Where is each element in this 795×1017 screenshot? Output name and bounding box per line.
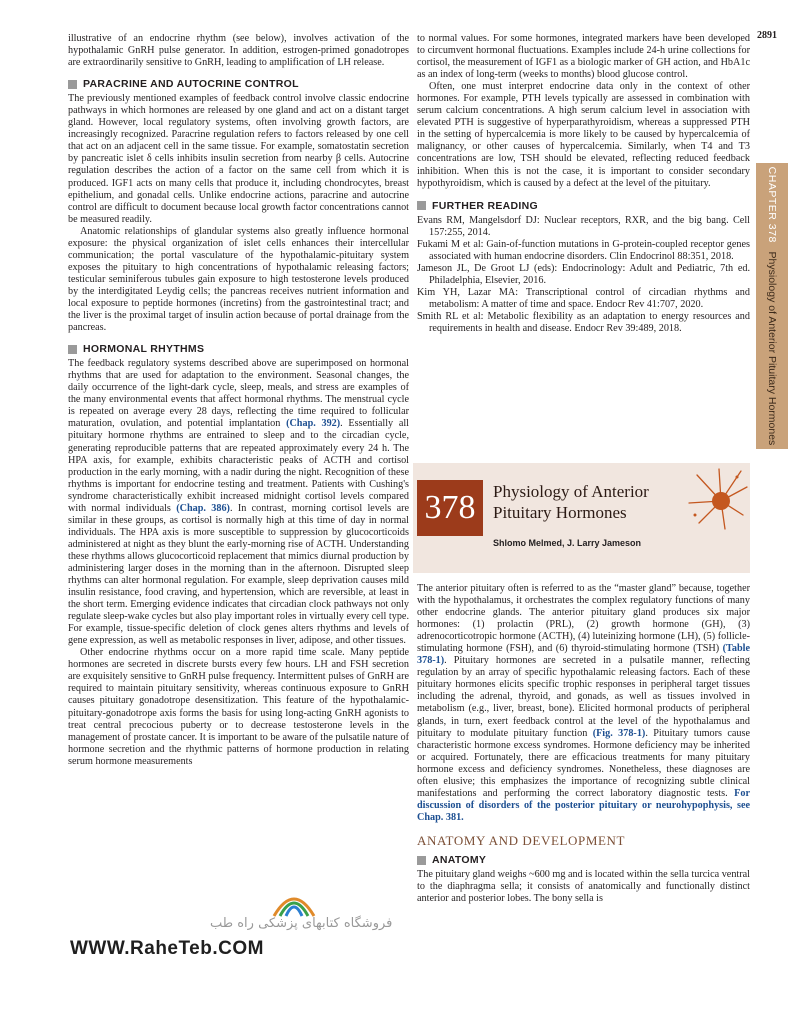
section-heading-reading: FURTHER READING	[417, 200, 750, 212]
intro-paragraph: illustrative of an endocrine rhythm (see below), involves activation of the hypothalamic GnRH pulse generator. In addition, estrogen-primed gonadotropes are extraordinarily sensitive to GnRH, leading to amplification of LH release.	[68, 33, 409, 69]
right-paragraph-1: to normal values. For some hormones, integrated markers have been developed to circumvent hormonal fluctuations. Examples include 24-h urine collections for cortisol, the measurement of IGF1 as a biologic marker of GH action, and HbA1c as an index of long-term (weeks to months) blood glucose control.	[417, 33, 750, 81]
side-tab-title: Physiology of Anterior Pituitary Hormones	[766, 251, 778, 446]
reference-item: Evans RM, Mangelsdorf DJ: Nuclear receptors, RXR, and the big bang. Cell 157:255, 2014.	[417, 214, 750, 238]
chapter-authors: Shlomo Melmed, J. Larry Jameson	[493, 538, 642, 548]
section-square-icon	[68, 80, 77, 89]
xref-chap-386[interactable]: (Chap. 386)	[176, 502, 230, 514]
reference-item: Kim YH, Lazar MA: Transcriptional control of circadian rhythms and metabolism: A matter of time and space. Endocr Rev 41:707, 2020.	[417, 286, 750, 310]
section-square-icon	[68, 345, 77, 354]
section-heading-rhythms: HORMONAL RHYTHMS	[68, 343, 409, 355]
section-square-icon	[417, 856, 426, 865]
section-heading-anatomy: ANATOMY	[417, 854, 750, 866]
section-square-icon	[417, 201, 426, 210]
chapter-intro-paragraph: The anterior pituitary often is referred to as the “master gland” because, together with the hypothalamus, it orchestrates the complex regulatory functions of many other endocrine glands. The anterior pituitary gland produces six major hormones: (1) prolactin (PRL), (2) growth hormone (GH), (3) adrenocorticotropic hormone (ACTH), (4) luteinizing hormone (LH), (5) follicle-stimulating hormone (FSH), and (6) thyroid-stimulating hormone (TSH) (Table 378-1). Pituitary hormones are secreted in a pulsatile manner, reflecting regulation by an array of specific hypothalamic releasing factors. Each of these pituitary hormones elicits specific trophic responses in peripheral target tissues including the adrenal, thyroid, and gonads, as well as tissues involved in metabolism (e.g., liver, breast, bone). Elicited hormonal products of peripheral glands, in turn, exert feedback control at the level of the hypothalamus and pituitary to modulate pituitary function (Fig. 378-1). Pituitary tumors cause characteristic hormone excess syndromes. Hormone deficiency may be inherited or acquired. Fortunately, there are efficacious treatments for many pituitary hormone excess and deficiency syndromes. Nonetheless, these diagnoses are often elusive; this emphasizes the importance of recognizing subtle clinical manifestations and performing the correct laboratory diagnostic tests. For discussion of disorders of the posterior pituitary or neurohypophysis, see Chap. 381.	[417, 583, 750, 823]
side-tab-chapter: CHAPTER 378	[766, 166, 778, 243]
rhythms-paragraph-1: The feedback regulatory systems described above are superimposed on hormonal rhythms that are used for adaptation to the environment. Seasonal changes, the daily occurrence of the light-dark cycle, sleep, meals, and stress are examples of the many environmental events that affect hormonal rhythms. The menstrual cycle is repeated on average every 28 days, reflecting the time required to follicular maturation, ovulation, and potential implantation (Chap. 392). Essentially all pituitary hormone rhythms are entrained to sleep and to the circadian cycle, generating reproducible patterns that are repeated approximately every 24 h. The HPA axis, for example, exhibits characteristic peaks of ACTH and cortisol production in the early morning, with a nadir during the night. Recognition of these rhythms is important for endocrine testing and treatment. Patients with Cushing's syndrome characteristically exhibit increased midnight cortisol levels compared with normal individuals (Chap. 386). In contrast, morning cortisol levels are similar in these groups, as cortisol is normally high at this time of day in normal individuals. The HPA axis is more susceptible to suppression by glucocorticoids administered at night as they blunt the early-morning rise of ACTH. Understanding these rhythms allows glucocorticoid replacement that mimics diurnal production by administering larger doses in the morning than in the afternoon. Disrupted sleep rhythms can alter hormonal regulation. For example, sleep deprivation causes mild insulin resistance, food craving, and hypertension, which are reversible, at least in the short term. Emerging evidence indicates that circadian clock pathways not only regulate sleep-wake cycles but also play important roles in virtually every cell type. For example, tissue-specific deletion of clock genes alters rhythms and levels of gene expression, as well as metabolic responses in liver, adipose, and other tissues.	[68, 358, 410, 647]
section-heading-paracrine: PARACRINE AND AUTOCRINE CONTROL	[68, 78, 409, 90]
paracrine-paragraph-1: The previously mentioned examples of feedback control involve classic endocrine pathways in which hormones are released by one gland and act on a distant target gland. However, local regulatory systems, often involving growth factors, are increasingly recognized. Paracrine regulation refers to factors released by one cell that act on an adjacent cell in the same tissue. For example, somatostatin secretion by pancreatic islet δ cells inhibits insulin secretion from nearby β cells. Autocrine regulation describes the action of a factor on the same cell from which it is produced. IGF1 acts on many cells that produce it, including chondrocytes, breast epithelium, and gonadal cells. Unlike endocrine actions, paracrine and autocrine control are difficult to document because local growth factor concentrations cannot be measured readily.	[68, 93, 409, 225]
chapter-header	[413, 463, 750, 573]
watermark-url: WWW.RaheTeb.COM	[70, 938, 264, 959]
paracrine-paragraph-2: Anatomic relationships of glandular systems also greatly influence hormonal exposure: the physical organization of islet cells enhances their intercellular communication; the portal vasculature of the hypothalamic-pituitary system exposes the pituitary to high concentrations of hypothalamic releasing factors; testicular seminiferous tubules gain exposure to high testosterone levels produced by the interdigitated Leydig cells; the pancreas receives nutrient information and local exposure to peptide hormones (incretins) from the gastrointestinal tract; and the liver is the proximal target of insulin action because of portal drainage from the pancreas.	[68, 225, 409, 334]
watermark-subtitle: فروشگاه کتابهای پزشکی راه طب	[210, 916, 393, 931]
rhythms-paragraph-2: Other endocrine rhythms occur on a more rapid time scale. Many peptide hormones are secreted in discrete bursts every few hours. LH and FSH secretion are exquisitely sensitive to GnRH pulse frequency. Intermittent pulses of GnRH are required to maintain pituitary sensitivity, whereas continuous exposure to GnRH causes pituitary gonadotrope desensitization. This feature of the hypothalamic-pituitary-gonadotrope axis forms the basis for using long-acting GnRH agonists to treat central precocious puberty or to decrease testosterone levels in the management of prostate cancer. It is important to be aware of the pulsatile nature of hormone secretion and the rhythmic patterns of hormone production in relating serum hormone measurements	[68, 647, 409, 767]
left-column	[68, 33, 409, 768]
reference-list	[417, 215, 750, 335]
reference-item: Fukami M et al: Gain-of-function mutations in G-protein-coupled receptor genes associated with human endocrine disorders. Clin Endocrinol 88:351, 2018.	[417, 238, 750, 262]
right-paragraph-2: Often, one must interpret endocrine data only in the context of other hormones. For example, PTH levels typically are assessed in combination with serum calcium concentrations. A high serum calcium level in association with elevated PTH is suggestive of hyperparathyroidism, whereas a suppressed PTH in the setting of hypercalcemia is more likely to be caused by hypercalcemia of malignancy, or other causes of hypercalcemia. Similarly, when T4 and T3 concentrations are low, TSH should be elevated, reflecting reduced feedback inhibition. When this is not the case, it is important to consider secondary hypothyroidism, which is caused by a defect at the level of the pituitary.	[417, 81, 750, 189]
chapter-side-tab	[756, 163, 788, 449]
xref-chap-392[interactable]: (Chap. 392)	[286, 418, 341, 430]
watermark-logo-icon	[270, 880, 318, 920]
page-number: 2891	[757, 30, 777, 41]
xref-table-378-1[interactable]: (Table 378-1)	[417, 643, 750, 667]
reference-item: Smith RL et al: Metabolic flexibility as an adaptation to energy resources and requirements in health and disease. Endocr Rev 39:489, 2018.	[417, 311, 750, 335]
major-heading-anatomy-development: ANATOMY AND DEVELOPMENT	[417, 832, 626, 848]
xref-fig-378-1[interactable]: (Fig. 378-1)	[592, 727, 646, 739]
xref-chap-381[interactable]: For discussion of disorders of the posterior pituitary or neurohypophysis, see Chap. 381.	[417, 787, 750, 823]
ink-splash-icon	[685, 467, 749, 531]
chapter-number: 378	[417, 480, 483, 536]
right-column	[417, 33, 750, 335]
chapter-title: Physiology of Anterior Pituitary Hormones	[493, 482, 649, 522]
anatomy-paragraph: The pituitary gland weighs ~600 mg and is located within the sella turcica ventral to the diaphragma sella; it consists of anatomically and functionally distinct anterior and posterior lobes. The bony sella is	[417, 869, 750, 905]
chapter-body	[417, 583, 750, 905]
reference-item: Jameson JL, De Groot LJ (eds): Endocrinology: Adult and Pediatric, 7th ed. Philadelphia, Elsevier, 2016.	[417, 262, 750, 286]
